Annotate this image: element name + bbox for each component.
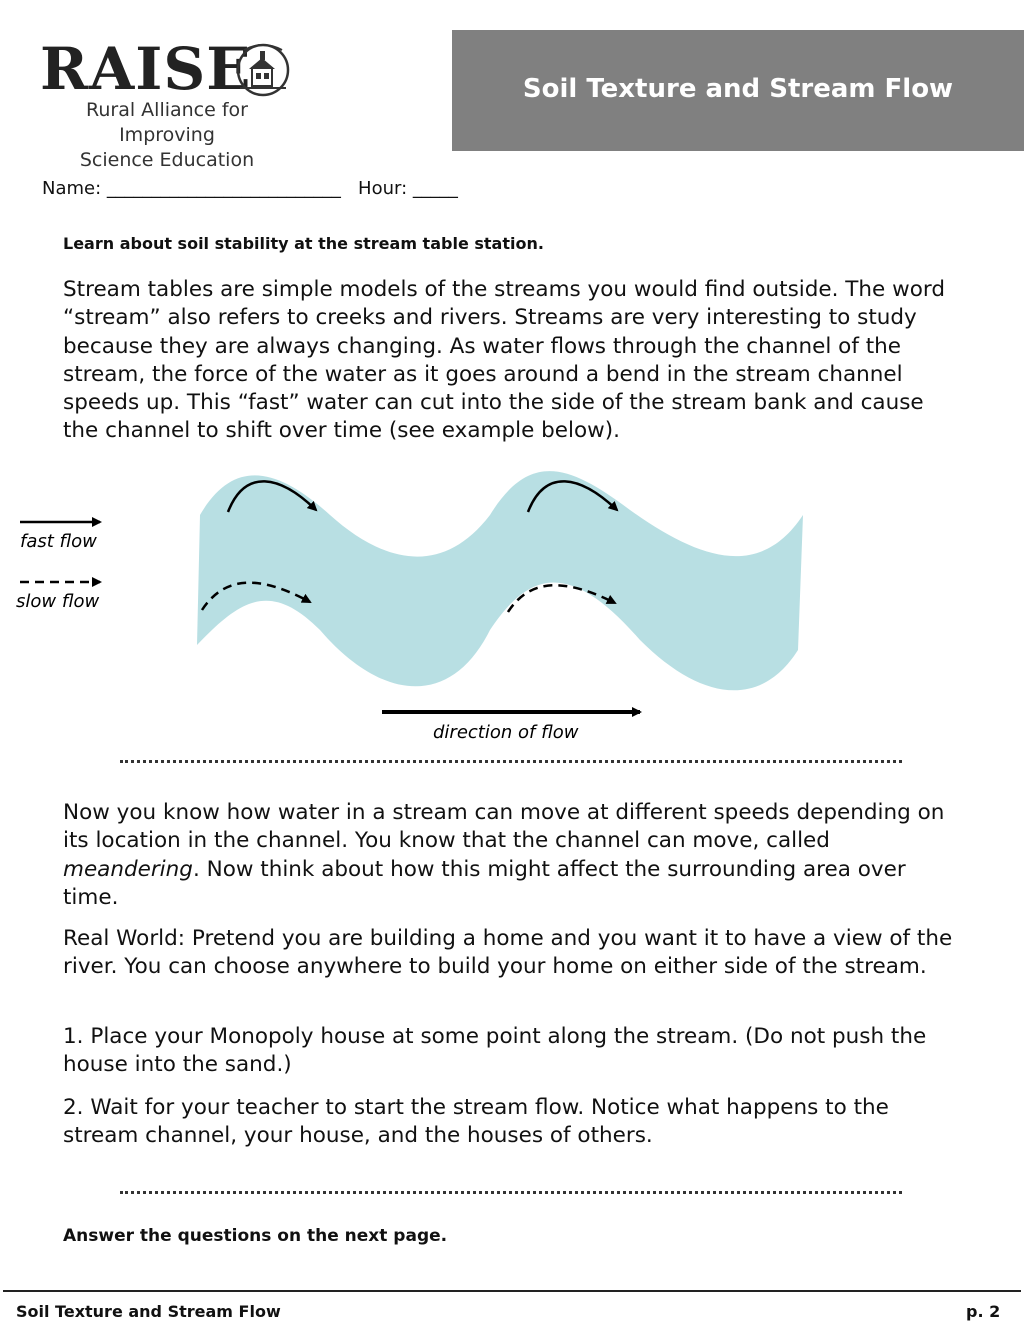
logo-wordmark: RAISE: [40, 35, 252, 103]
footer-rule: [3, 1290, 1021, 1292]
name-hour-line: Name: __________________________ Hour: _____: [42, 178, 458, 199]
logo-subtitle-line-1: Rural Alliance for Improving: [86, 99, 248, 146]
footer-title: Soil Texture and Stream Flow: [16, 1302, 281, 1321]
paragraph-meandering-start: Now you know how water in a stream can move at different speeds depending on its location in the channel. You know that the channel can move, called: [63, 800, 945, 854]
meandering-term: meandering: [63, 856, 193, 882]
paragraph-real-world: Real World: Pretend you are building a home and you want it to have a view of the river. You can choose anywhere to build your home on either side of the stream.: [63, 926, 953, 980]
paragraph-meandering: [63, 799, 963, 912]
step-2: 2. Wait for your teacher to start the stream flow. Notice what happens to the stream channel, your house, and the houses of others.: [63, 1095, 889, 1149]
legend-fast-label: fast flow: [20, 531, 97, 552]
step-1: 1. Place your Monopoly house at some point along the stream. (Do not push the house into the sand.): [63, 1024, 927, 1078]
page-title: Soil Texture and Stream Flow: [522, 73, 954, 104]
station-instruction: Learn about soil stability at the stream table station.: [63, 234, 544, 253]
page-number: p. 2: [966, 1302, 1001, 1321]
legend-slow-label: slow flow: [16, 591, 100, 612]
title-banner: [452, 30, 1024, 151]
section-divider: [120, 760, 902, 763]
stream-meander-diagram: [0, 460, 1024, 750]
closing-instruction: Answer the questions on the next page.: [63, 1226, 448, 1246]
schoolhouse-emblem-icon: [232, 40, 294, 98]
direction-label: direction of flow: [433, 722, 579, 743]
paragraph-stream-tables: Stream tables are simple models of the streams you would find outside. The word “stream” also refers to creeks and rivers. Streams are very interesting to study because they are always changing. As water flows through the channel of the stream, the force of the water as it goes around a bend in the stream channel speeds up. This “fast” water can cut into the side of the stream bank and cause the channel to shift over time (see example below).: [63, 277, 945, 444]
stream-channel: [197, 471, 803, 690]
paragraph-meandering-end: . Now think about how this might affect the surrounding area over time.: [63, 856, 906, 910]
section-divider-2: [120, 1191, 902, 1194]
logo-subtitle-line-2: Science Education: [79, 149, 255, 171]
logo-subtitle: [38, 98, 296, 173]
